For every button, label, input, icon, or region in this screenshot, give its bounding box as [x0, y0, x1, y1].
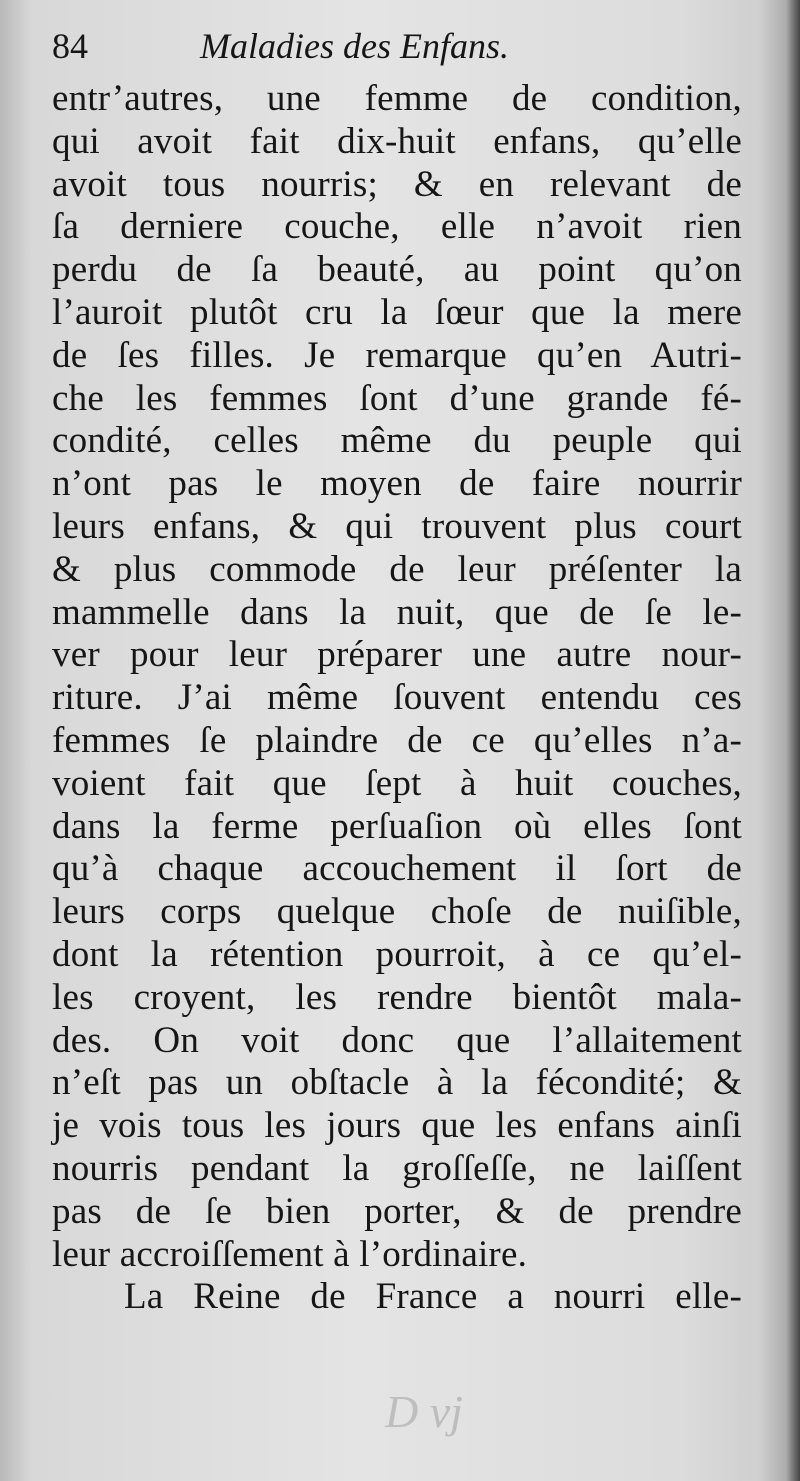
text-line: qui avoit fait dix-huit enfans, qu’elle	[52, 120, 742, 162]
text-line: femmes ſe plaindre de ce qu’elles n’a-	[52, 719, 742, 761]
text-line: n’ont pas le moyen de faire nourrir	[52, 463, 742, 505]
text-line: qu’à chaque accouchement il ſort de	[52, 848, 742, 890]
text-line: leur accroiſſement à l’ordinaire.	[52, 1233, 528, 1275]
text-line: condité, celles même du peuple qui	[52, 420, 742, 462]
text-line: avoit tous nourris; & en relevant de	[52, 163, 742, 205]
running-title: Maladies des Enfans.	[200, 26, 509, 66]
text-line: leurs corps quelque choſe de nuiſible,	[52, 891, 742, 933]
text-line: leurs enfans, & qui trouvent plus court	[52, 505, 742, 547]
text-line: riture. J’ai même ſouvent entendu ces	[52, 677, 742, 719]
page-header	[52, 22, 752, 74]
text-line: dans la ferme perſuaſion où elles ſont	[52, 805, 742, 847]
text-line: je vois tous les jours que les enfans ainſi	[52, 1105, 742, 1147]
page-number: 84	[52, 26, 88, 66]
body-text	[52, 78, 742, 1319]
text-line: voient fait que ſept à huit couches,	[52, 762, 742, 804]
signature-mark: D vj	[385, 1386, 463, 1437]
text-line: dont la rétention pourroit, à ce qu’el-	[52, 933, 742, 975]
text-line: La Reine de France a nourri elle-	[124, 1276, 742, 1318]
text-line: ſa derniere couche, elle n’avoit rien	[52, 206, 742, 248]
text-line: des. On voit donc que l’allaitement	[52, 1019, 742, 1061]
text-line: n’eſt pas un obſtacle à la fécondité; &	[52, 1062, 742, 1104]
text-line: mammelle dans la nuit, que de ſe le-	[52, 591, 742, 633]
text-line: les croyent, les rendre bientôt mala-	[52, 976, 742, 1018]
text-line: entr’autres, une femme de condition,	[52, 78, 742, 119]
text-line: l’auroit plutôt cru la ſœur que la mere	[52, 291, 742, 333]
text-line: & plus commode de leur préſenter la	[52, 548, 742, 590]
text-line: pas de ſe bien porter, & de prendre	[52, 1190, 742, 1232]
text-line: nourris pendant la groſſeſſe, ne laiſſent	[52, 1147, 742, 1189]
text-line: che les femmes ſont d’une grande fé-	[52, 377, 742, 419]
text-line: perdu de ſa beauté, au point qu’on	[52, 249, 742, 291]
text-line: ver pour leur préparer une autre nour-	[52, 634, 742, 676]
text-line: de ſes filles. Je remarque qu’en Autri-	[52, 334, 742, 376]
